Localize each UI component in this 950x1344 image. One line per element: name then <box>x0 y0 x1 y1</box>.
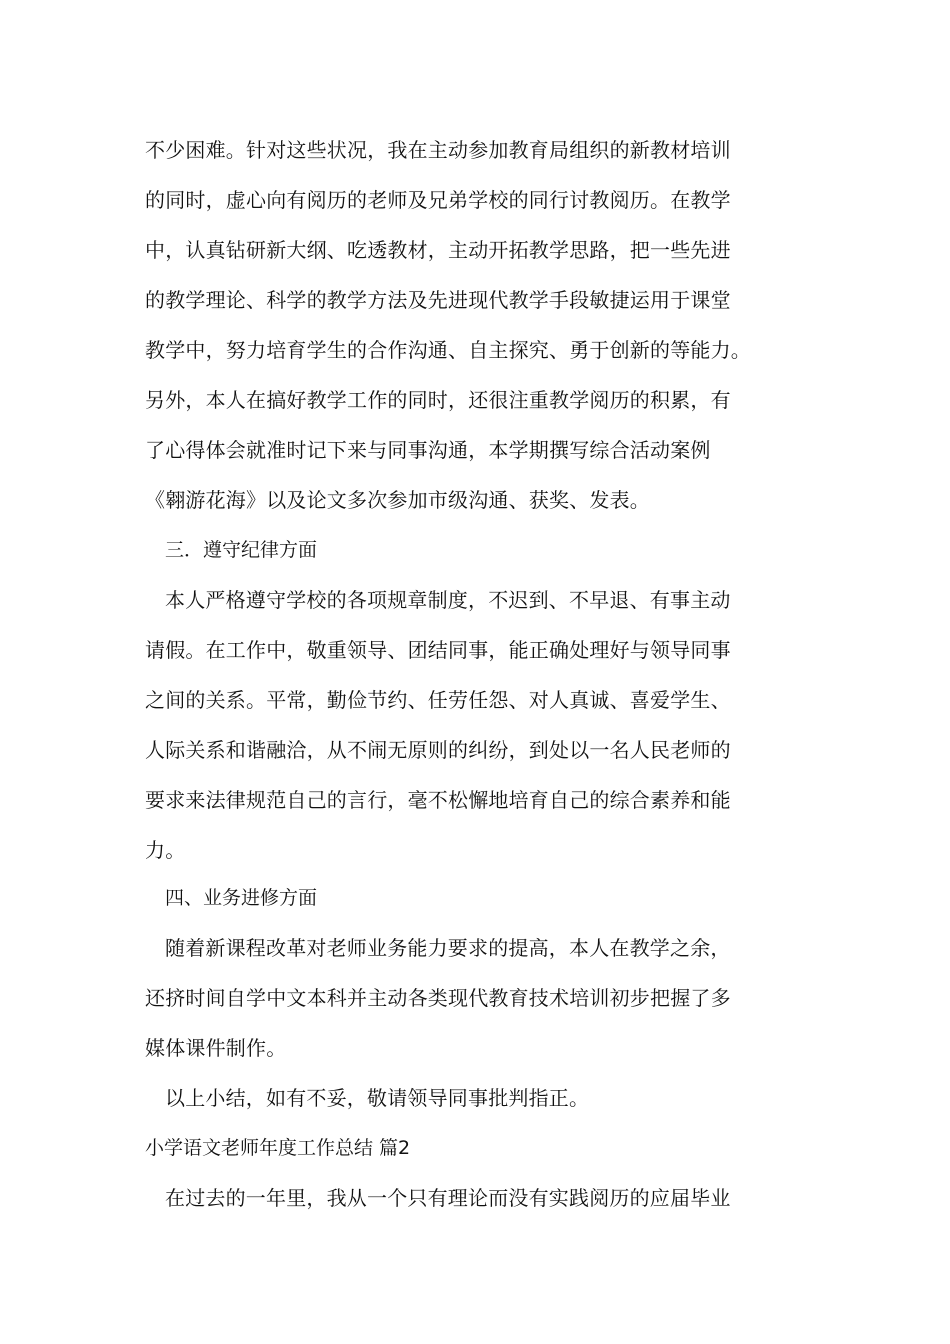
paragraph-line: 教学中，努力培育学生的合作沟通、自主探究、勇于创新的等能力。 <box>145 338 751 362</box>
paragraph-line: 要求来法律规范自己的言行，毫不松懈地培育自己的综合素养和能 <box>145 788 731 812</box>
paragraph-line: 人际关系和谐融洽，从不闹无原则的纠纷，到处以一名人民老师的 <box>145 738 731 762</box>
paragraph-line: 《翱游花海》以及论文多次参加市级沟通、获奖、发表。 <box>145 488 650 512</box>
paragraph-line: 另外，本人在搞好教学工作的同时，还很注重教学阅历的积累，有 <box>145 388 731 412</box>
paragraph-line: 不少困难。针对这些状况，我在主动参加教育局组织的新教材培训 <box>145 138 731 162</box>
section-heading: 四、业务进修方面 <box>165 887 318 909</box>
section-heading: 三．遵守纪律方面 <box>165 539 318 561</box>
paragraph-line: 的同时，虚心向有阅历的老师及兄弟学校的同行讨教阅历。在教学 <box>145 188 731 212</box>
paragraph-line: 了心得体会就准时记下来与同事沟通，本学期撰写综合活动案例 <box>145 438 711 462</box>
paragraph-line: 随着新课程改革对老师业务能力要求的提高，本人在教学之余， <box>165 936 731 960</box>
paragraph-line: 本人严格遵守学校的各项规章制度，不迟到、不早退、有事主动 <box>165 588 731 612</box>
paragraph-line: 力。 <box>145 838 186 862</box>
paragraph-line: 的教学理论、科学的教学方法及先进现代教学手段敏捷运用于课堂 <box>145 288 731 312</box>
paragraph-line: 以上小结，如有不妥，敬请领导同事批判指正。 <box>165 1086 590 1110</box>
paragraph-line: 媒体课件制作。 <box>145 1036 287 1060</box>
paragraph-line: 中，认真钻研新大纲、吃透教材，主动开拓教学思路，把一些先进 <box>145 238 731 262</box>
paragraph-line: 在过去的一年里，我从一个只有理论而没有实践阅历的应届毕业 <box>165 1186 731 1210</box>
paragraph-line: 之间的关系。平常，勤俭节约、任劳任怨、对人真诚、喜爱学生、 <box>145 688 731 712</box>
paragraph-line: 还挤时间自学中文本科并主动各类现代教育技术培训初步把握了多 <box>145 986 731 1010</box>
paragraph-line: 请假。在工作中，敬重领导、团结同事，能正确处理好与领导同事 <box>145 638 731 662</box>
article-title: 小学语文老师年度工作总结 篇2 <box>145 1137 411 1159</box>
